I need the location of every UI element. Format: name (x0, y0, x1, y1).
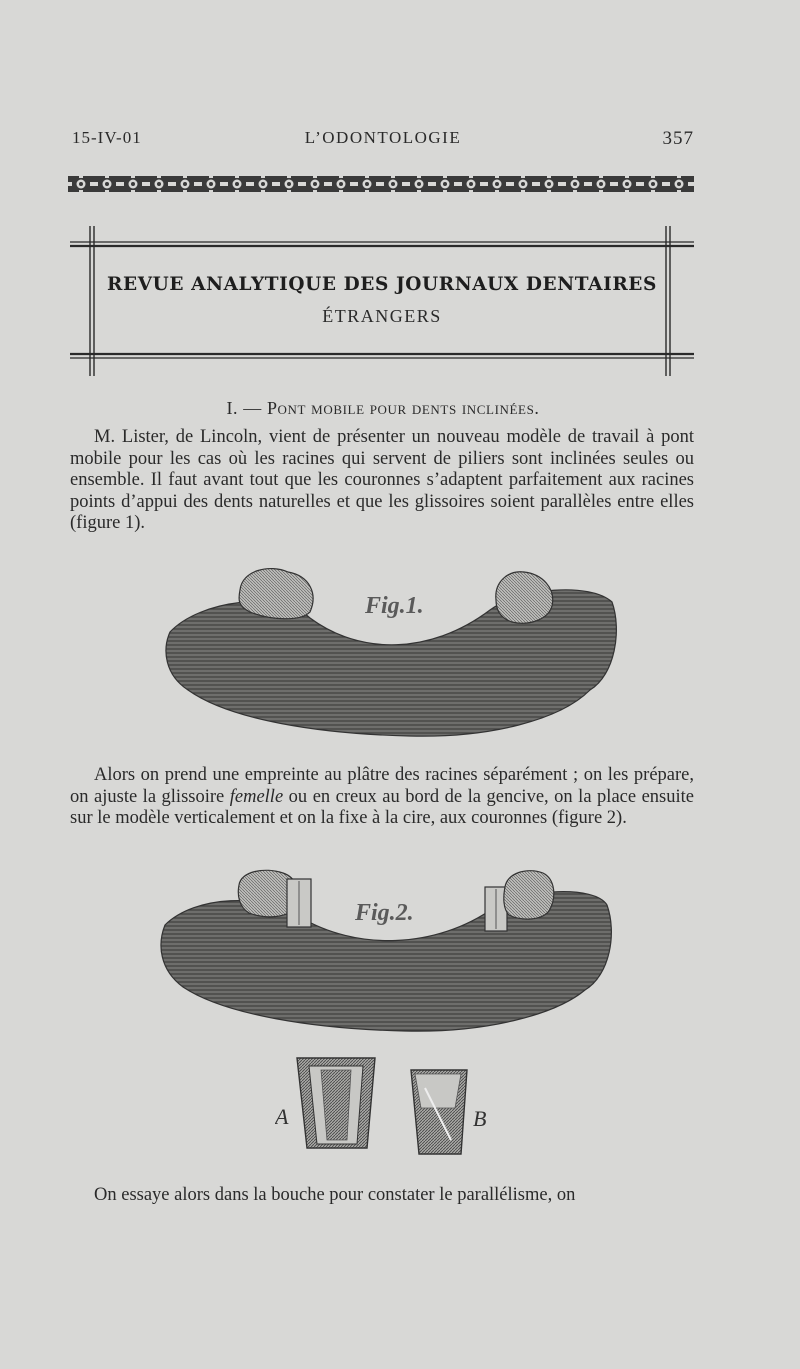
issue-date: 15-IV-01 (72, 128, 142, 147)
tooth-crown-right (496, 572, 553, 623)
paragraph-3-text: On essaye alors dans la bouche pour constater le parallélisme, on (94, 1185, 576, 1205)
article-title-line1: REVUE ANALYTIQUE DES JOURNAUX DENTAIRES (107, 274, 657, 295)
female-slide-part-a (297, 1058, 375, 1148)
article-title-line2: ÉTRANGERS (322, 306, 442, 326)
male-slide-part-b (411, 1070, 467, 1154)
paragraph-2-text (70, 765, 694, 830)
page-number: 357 (662, 128, 694, 149)
title-frame-rules (70, 226, 694, 376)
journal-title: L’ODONTOLOGIE (304, 128, 462, 147)
figure-2-label: Fig.2. (355, 900, 414, 926)
paragraph-3 (70, 1185, 694, 1207)
running-header (72, 128, 694, 152)
figure-2-illustration (155, 865, 615, 1035)
figure-1-label: Fig.1. (365, 593, 424, 619)
figure-1-illustration (160, 560, 620, 740)
slide-parts-illustration (275, 1048, 495, 1163)
tooth-crown-left (239, 569, 313, 619)
paragraph-2-part-a: Alors on prend une empreinte au plâtre des racines séparément ; on les prépare, on ajuste la glissoire (70, 765, 694, 807)
paragraph-2 (70, 765, 694, 830)
part-b-label: B (473, 1106, 487, 1131)
part-a-label: A (275, 1104, 289, 1129)
paragraph-1 (70, 427, 694, 535)
paragraph-2-italic-word: femelle (229, 786, 284, 807)
article-title-frame (70, 226, 694, 376)
decorative-ornament-band (68, 176, 694, 192)
section-heading: I. — Pont mobile pour dents inclinées. (226, 398, 540, 418)
paragraph-1-text: M. Lister, de Lincoln, vient de présenter un nouveau modèle de travail à pont mobile pour les cas où les racines qui servent de piliers sont inclinées seules ou ensemble. Il faut avant tout que les couronnes s’adaptent parfaitement aux racines points d’appui des dents naturelles et que les glissoires soient parallèles entre elles (figure 1). (70, 427, 694, 534)
paragraph-2-part-b: ou en creux au bord de la gencive, on la place ensuite sur le modèle verticalement et on la fixe à la cire, aux couronnes (figure 2). (70, 786, 694, 829)
